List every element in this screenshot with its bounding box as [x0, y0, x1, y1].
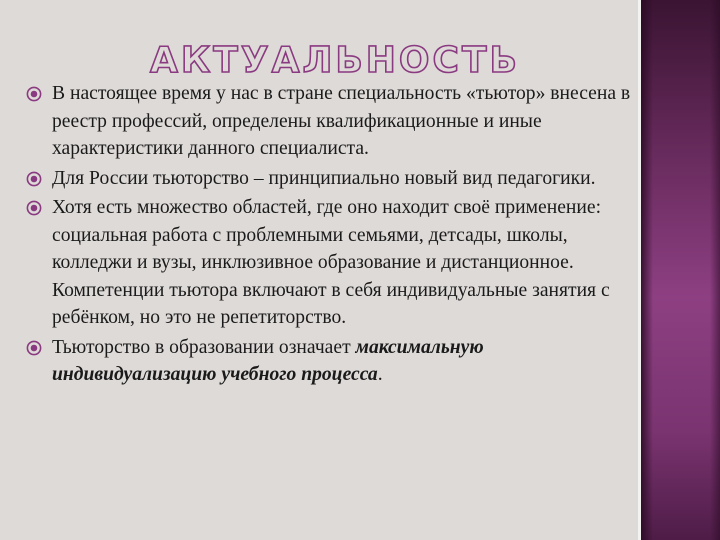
- bullet-text-end: .: [377, 364, 383, 385]
- target-circle-icon: [26, 171, 42, 187]
- side-panel: [641, 0, 720, 540]
- slide-title: АКТУАЛЬНОСТЬ: [150, 40, 520, 81]
- bullet-text: Тьюторство в образовании означает: [52, 336, 356, 358]
- target-circle-icon: [26, 340, 42, 356]
- list-item: [26, 194, 648, 332]
- target-circle-icon: [26, 200, 42, 216]
- bullet-list: [26, 80, 648, 391]
- target-circle-icon: [26, 86, 42, 102]
- bullet-text: Для России тьюторство – принципиально новый вид педагогики.: [52, 167, 596, 189]
- list-item: [26, 80, 648, 163]
- bullet-text: В настоящее время у нас в стране специальность «тьютор» внесена в реестр профессий, определены квалификационные и иные характеристики данного специалиста.: [52, 83, 631, 159]
- bullet-text: Хотя есть множество областей, где оно находит своё применение: социальная работа с проблемными семьями, детсады, школы, колледжи и вузы, инклюзивное образование и дистанционное. Компетенции тьютора включают в себя индивидуальные занятия с ребёнком, но это не репетиторство.: [52, 197, 610, 328]
- list-item: [26, 334, 648, 389]
- list-item: [26, 165, 648, 193]
- bullet-emphasis: максимальную индивидуализацию учебного процесса: [52, 336, 484, 385]
